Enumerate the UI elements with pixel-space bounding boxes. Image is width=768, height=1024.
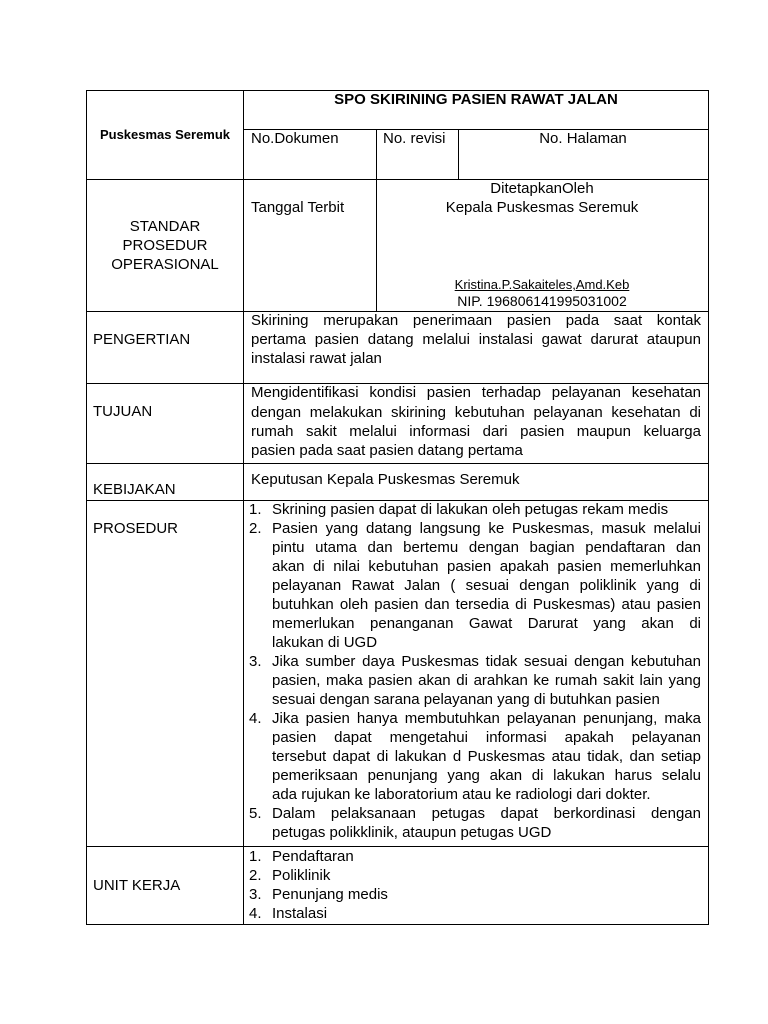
list-item-line: memerlukan penanganan Gawat Darurat yang akan di xyxy=(272,615,701,632)
section-label-unit-kerja: UNIT KERJA xyxy=(93,877,181,894)
list-number: 5. xyxy=(249,805,262,822)
list-item-line: Dalam pelaksanaan petugas dapat berkordinasi dengan xyxy=(272,805,701,822)
list-item-line: pasien dapat mengetahui informasi apakah pelayanan xyxy=(272,729,701,746)
list-item xyxy=(244,804,701,842)
list-item-line: akan di nilai kebutuhan pasien apakah pasien memerluhkan xyxy=(272,558,701,575)
sop-label-line-3: OPERASIONAL xyxy=(111,256,219,273)
list-number: 2. xyxy=(249,867,262,884)
list-item-line: petugas polikklinik, ataupun petugas UGD xyxy=(272,824,552,841)
list-item xyxy=(244,847,701,866)
list-item xyxy=(244,904,701,923)
list-item xyxy=(244,519,701,652)
section-label-prosedur: PROSEDUR xyxy=(93,520,179,537)
doc-number-label: No.Dokumen xyxy=(251,130,339,147)
list-item-line: pintu utama dan bertemu dengan bagian pendaftaran dan xyxy=(272,539,701,556)
list-number: 4. xyxy=(249,710,262,727)
list-item xyxy=(244,500,701,519)
list-item xyxy=(244,885,701,904)
approved-by-line-1: DitetapkanOleh xyxy=(490,180,594,197)
document-title: SPO SKIRINING PASIEN RAWAT JALAN xyxy=(334,91,618,108)
sop-label-line-2: PROSEDUR xyxy=(122,237,208,254)
table-border-bottom xyxy=(86,924,709,925)
list-item-text: Instalasi xyxy=(272,905,328,922)
list-item-line: lakukan di UGD xyxy=(272,634,378,651)
list-item-line: Skrining pasien dapat di lakukan oleh petugas rekam medis xyxy=(272,501,669,518)
list-number: 3. xyxy=(249,653,262,670)
issue-date-label: Tanggal Terbit xyxy=(251,199,345,216)
list-item-line: Jika pasien hanya membutuhkan pelayanan penunjang, maka xyxy=(272,710,701,727)
sop-label-line-1: STANDAR xyxy=(129,218,201,235)
unit-kerja-list xyxy=(244,847,701,923)
pengertian-line: Skirining merupakan penerimaan pasien pada saat kontak xyxy=(251,312,701,329)
list-item-line: butuhkan oleh pasien dan tersedia di Puskesmas) atau pasien xyxy=(272,596,701,613)
list-number: 1. xyxy=(249,848,262,865)
list-item-text: Poliklinik xyxy=(272,867,331,884)
tujuan-line: Mengidentifikasi kondisi pasien terhadap pelayanan kesehatan xyxy=(251,384,701,401)
tujuan-line: rumah sakit melalui informasi dari pasien maupun keluarga xyxy=(251,423,701,440)
pengertian-line: pertama pasien datang melalui instalasi gawat darurat ataupun xyxy=(251,331,701,348)
section-label-tujuan: TUJUAN xyxy=(93,403,153,420)
list-number: 1. xyxy=(249,501,262,518)
tujuan-line: pasien pada saat pasien datang pertama xyxy=(251,442,523,459)
list-item-line: pemeriksaan penunjang yang akan di lakukan harus selalu xyxy=(272,767,701,784)
list-item xyxy=(244,866,701,885)
prosedur-list xyxy=(244,500,701,842)
kebijakan-text: Keputusan Kepala Puskesmas Seremuk xyxy=(251,471,520,488)
table-rule xyxy=(86,463,709,464)
signer-nip: NIP. 196806141995031002 xyxy=(457,293,627,309)
list-item-text: Penunjang medis xyxy=(272,886,388,903)
list-number: 2. xyxy=(249,520,262,537)
table-border-right xyxy=(708,90,709,925)
list-item-line: sesuai dengan sarana pelayanan yang di butuhkan pasien xyxy=(272,691,660,708)
pengertian-line: instalasi rawat jalan xyxy=(251,350,382,367)
list-number: 4. xyxy=(249,905,262,922)
org-name: Puskesmas Seremuk xyxy=(99,127,231,142)
list-item xyxy=(244,652,701,709)
list-number: 3. xyxy=(249,886,262,903)
list-item xyxy=(244,709,701,804)
approved-by-line-2: Kepala Puskesmas Seremuk xyxy=(445,199,639,216)
list-item-line: pasien, maka pasien akan di arahkan ke rumah sakit lain yang xyxy=(272,672,701,689)
table-border-left xyxy=(86,90,87,925)
list-item-line: ada rujukan ke laboratorium atau ke radiologi dari dokter. xyxy=(272,786,651,803)
page-number-label: No. Halaman xyxy=(539,130,627,147)
list-item-text: Pendaftaran xyxy=(272,848,354,865)
section-label-kebijakan: KEBIJAKAN xyxy=(93,481,176,498)
signer-name-text: Kristina.P.Sakaiteles,Amd.Keb xyxy=(454,277,630,292)
list-item-line: Pasien yang datang langsung ke Puskesmas, masuk melalui xyxy=(272,520,701,537)
tujuan-line: dengan melakukan skirining kebutuhan pelayanan kesehatan di xyxy=(251,404,701,421)
list-item-line: pelayanan Rawat Jalan ( sesuai dengan poliklinik yang di xyxy=(272,577,701,594)
list-item-line: Jika sumber daya Puskesmas tidak sesuai dengan kebutuhan xyxy=(272,653,701,670)
section-label-pengertian: PENGERTIAN xyxy=(93,331,191,348)
revision-label: No. revisi xyxy=(383,130,446,147)
list-item-line: tersebut dapat di lakukan d Puskesmas atau tidak, dan setiap xyxy=(272,748,701,765)
